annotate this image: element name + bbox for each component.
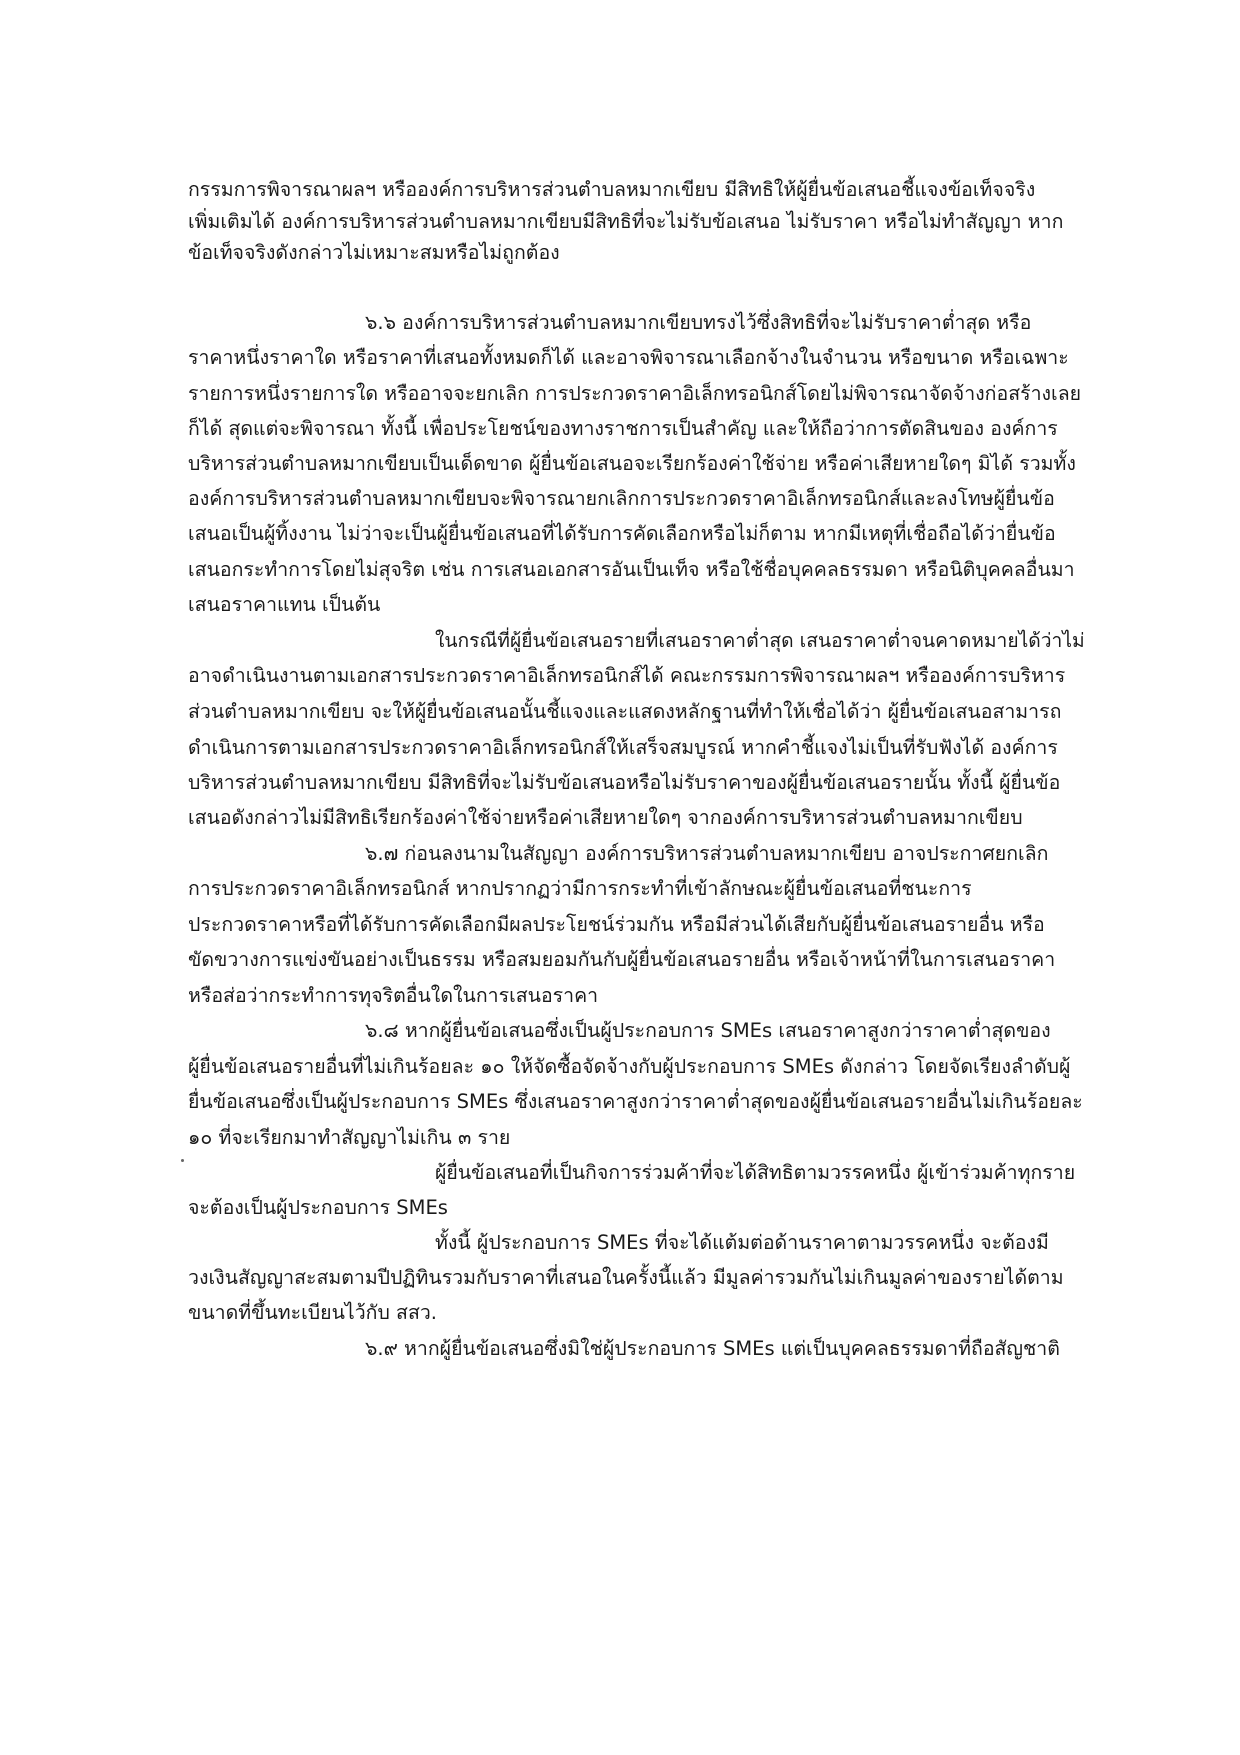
text-line: การประกวดราคาอิเล็กทรอนิกส์ หากปรากฏว่ามีการกระทำที่เข้าลักษณะผู้ยื่นข้อเสนอที่ชนะการ [188, 877, 972, 900]
text-line: ผู้ยื่นข้อเสนอรายอื่นที่ไม่เกินร้อยละ ๑๐ ให้จัดซื้อจัดจ้างกับผู้ประกอบการ SMEs ดังกล่าว โดยจัดเรียงลำดับผู้ [188, 1055, 1071, 1078]
text-line: เสนอราคาแทน เป็นต้น [188, 593, 381, 616]
text-line: เสนอดังกล่าวไม่มีสิทธิเรียกร้องค่าใช้จ่ายหรือค่าเสียหายใดๆ จากองค์การบริหารส่วนตำบลหมากเขียบ [188, 806, 1023, 829]
text-line: ๖.๘ หากผู้ยื่นข้อเสนอซึ่งเป็นผู้ประกอบการ SMEs เสนอราคาสูงกว่าราคาต่ำสุดของ [365, 1019, 1051, 1042]
text-line: ดำเนินการตามเอกสารประกวดราคาอิเล็กทรอนิกส์ให้เสร็จสมบูรณ์ หากคำชี้แจงไม่เป็นที่รับฟังได้ องค์การ [188, 736, 1058, 759]
text-line: เพิ่มเติมได้ องค์การบริหารส่วนตำบลหมากเขียบมีสิทธิที่จะไม่รับข้อเสนอ ไม่รับราคา หรือไม่ทำสัญญา หาก [188, 210, 1064, 233]
text-line: ยื่นข้อเสนอซึ่งเป็นผู้ประกอบการ SMEs ซึ่งเสนอราคาสูงกว่าราคาต่ำสุดของผู้ยื่นข้อเสนอรายอื่นไม่เกินร้อยละ [188, 1090, 1083, 1113]
text-line: ข้อเท็จจริงดังกล่าวไม่เหมาะสมหรือไม่ถูกต้อง [188, 241, 560, 264]
text-line: ราคาหนึ่งราคาใด หรือราคาที่เสนอทั้งหมดก็ได้ และอาจพิจารณาเลือกจ้างในจำนวน หรือขนาด หรือเฉพาะ [188, 346, 1069, 369]
text-line: วงเงินสัญญาสะสมตามปีปฏิทินรวมกับราคาที่เสนอในครั้งนี้แล้ว มีมูลค่ารวมกันไม่เกินมูลค่าของรายได้ตาม [188, 1266, 1064, 1289]
text-line: จะต้องเป็นผู้ประกอบการ SMEs [188, 1196, 448, 1219]
text-line: บริหารส่วนตำบลหมากเขียบเป็นเด็ดขาด ผู้ยื่นข้อเสนอจะเรียกร้องค่าใช้จ่าย หรือค่าเสียหายใดๆ มิได้ รวมทั้ง [188, 452, 1076, 475]
text-line: ๖.๙ หากผู้ยื่นข้อเสนอซึ่งมิใช่ผู้ประกอบการ SMEs แต่เป็นบุคคลธรรมดาที่ถือสัญชาติ [365, 1337, 1060, 1360]
text-line: รายการหนึ่งรายการใด หรืออาจจะยกเลิก การประกวดราคาอิเล็กทรอนิกส์โดยไม่พิจารณาจัดจ้างก่อสร้างเลย [188, 382, 1082, 405]
text-line: ๑๐ ที่จะเรียกมาทำสัญญาไม่เกิน ๓ ราย [188, 1126, 511, 1149]
text-line: ๖.๖ องค์การบริหารส่วนตำบลหมากเขียบทรงไว้ซึ่งสิทธิที่จะไม่รับราคาต่ำสุด หรือ [365, 311, 1032, 334]
text-line: ในกรณีที่ผู้ยื่นข้อเสนอรายที่เสนอราคาต่ำสุด เสนอราคาต่ำจนคาดหมายได้ว่าไม่ [435, 629, 1085, 652]
text-line: องค์การบริหารส่วนตำบลหมากเขียบจะพิจารณายกเลิกการประกวดราคาอิเล็กทรอนิกส์และลงโทษผู้ยื่นข้อ [188, 487, 1055, 510]
text-line: เสนอกระทำการโดยไม่สุจริต เช่น การเสนอเอกสารอันเป็นเท็จ หรือใช้ชื่อบุคคลธรรมดา หรือนิติบุคคลอื่นมา [188, 558, 1075, 581]
text-line: ส่วนตำบลหมากเขียบ จะให้ผู้ยื่นข้อเสนอนั้นชี้แจงและแสดงหลักฐานที่ทำให้เชื่อได้ว่า ผู้ยื่นข้อเสนอสามารถ [188, 700, 1062, 723]
text-line: อาจดำเนินงานตามเอกสารประกวดราคาอิเล็กทรอนิกส์ได้ คณะกรรมการพิจารณาผลฯ หรือองค์การบริหาร [188, 664, 1066, 687]
text-line: ประกวดราคาหรือที่ได้รับการคัดเลือกมีผลประโยชน์ร่วมกัน หรือมีส่วนได้เสียกับผู้ยื่นข้อเสนอรายอื่น หรือ [188, 913, 1045, 936]
text-line: ก็ได้ สุดแต่จะพิจารณา ทั้งนี้ เพื่อประโยชน์ของทางราชการเป็นสำคัญ และให้ถือว่าการตัดสินของ องค์การ [188, 417, 1058, 440]
text-line: กรรมการพิจารณาผลฯ หรือองค์การบริหารส่วนตำบลหมากเขียบ มีสิทธิให้ผู้ยื่นข้อเสนอชี้แจงข้อเท็จจริง [188, 178, 1036, 201]
text-line: ขนาดที่ขึ้นทะเบียนไว้กับ สสว. [188, 1301, 438, 1324]
scan-speck-mark [181, 1159, 184, 1162]
text-line: ทั้งนี้ ผู้ประกอบการ SMEs ที่จะได้แต้มต่อด้านราคาตามวรรคหนึ่ง จะต้องมี [435, 1231, 1049, 1254]
text-line: ๖.๗ ก่อนลงนามในสัญญา องค์การบริหารส่วนตำบลหมากเขียบ อาจประกาศยกเลิก [365, 842, 1049, 865]
text-line: เสนอเป็นผู้ทิ้งงาน ไม่ว่าจะเป็นผู้ยื่นข้อเสนอที่ได้รับการคัดเลือกหรือไม่ก็ตาม หากมีเหตุที่เชื่อถือได้ว่ายื่นข้อ [188, 522, 1056, 545]
text-line: หรือส่อว่ากระทำการทุจริตอื่นใดในการเสนอราคา [188, 984, 599, 1007]
text-line: ผู้ยื่นข้อเสนอที่เป็นกิจการร่วมค้าที่จะได้สิทธิตามวรรคหนึ่ง ผู้เข้าร่วมค้าทุกราย [435, 1161, 1076, 1184]
text-line: บริหารส่วนตำบลหมากเขียบ มีสิทธิที่จะไม่รับข้อเสนอหรือไม่รับราคาของผู้ยื่นข้อเสนอรายนั้น ทั้งนี้ ผู้ยื่นข้อ [188, 771, 1061, 794]
text-line: ขัดขวางการแข่งขันอย่างเป็นธรรม หรือสมยอมกันกับผู้ยื่นข้อเสนอรายอื่น หรือเจ้าหน้าที่ในการเสนอราคา [188, 948, 1056, 971]
